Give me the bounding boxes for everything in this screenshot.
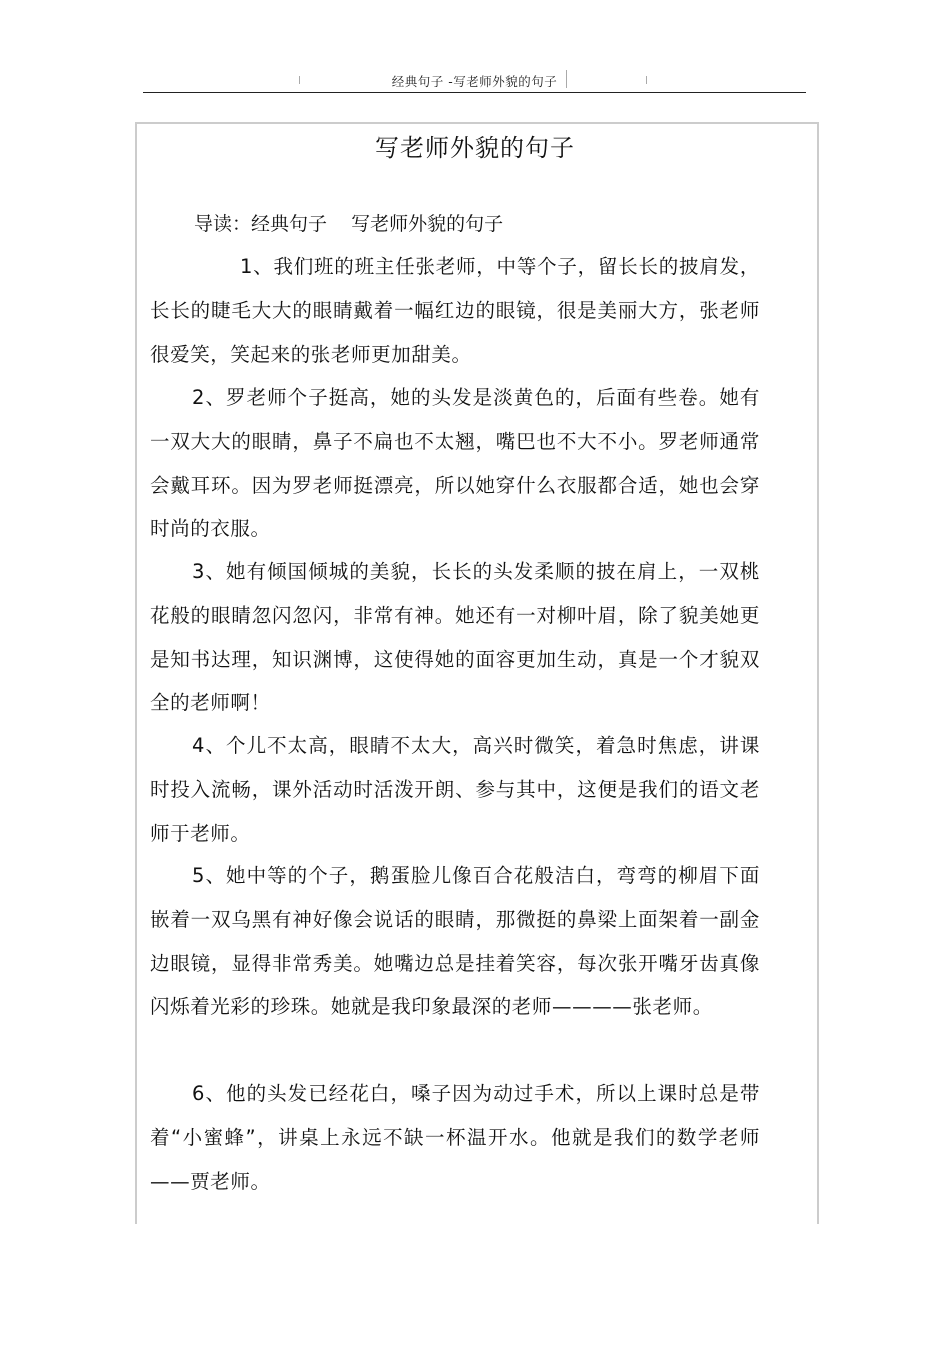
paragraph-1: 1、我们班的班主任张老师，中等个子，留长长的披肩发，长长的睫毛大大的眼睛戴着一幅红边的眼镜，很是美丽大方，张老师很爱笑，笑起来的张老师更加甜美。 [150, 255, 760, 366]
paragraph-6: 6、他的头发已经花白，嗓子因为动过手术，所以上课时总是带着“小蜜蜂”，讲桌上永远不缺一杯温开水。他就是我们的数学老师——贾老师。 [150, 1082, 760, 1193]
intro-line: 导读：经典句子 写老师外貌的句子 [194, 213, 504, 235]
paragraph-2: 2、罗老师个子挺高，她的头发是淡黄色的，后面有些卷。她有一双大大的眼睛，鼻子不扁也不太翘，嘴巴也不大不小。罗老师通常会戴耳环。因为罗老师挺漂亮，所以她穿什么衣服都合适，她也会穿时尚的衣服。 [150, 386, 760, 541]
paragraph-3: 3、她有倾国倾城的美貌，长长的头发柔顺的披在肩上，一双桃花般的眼睛忽闪忽闪，非常有神。她还有一对柳叶眉，除了貌美她更是知书达理，知识渊博，这使得她的面容更加生动，真是一个才貌双全的老师啊！ [150, 560, 760, 715]
paragraph-5: 5、她中等的个子，鹅蛋脸儿像百合花般洁白，弯弯的柳眉下面嵌着一双乌黑有神好像会说话的眼睛，那微挺的鼻梁上面架着一副金边眼镜，显得非常秀美。她嘴边总是挂着笑容，每次张开嘴牙齿真像闪烁着光彩的珍珠。她就是我印象最深的老师————张老师。 [150, 864, 760, 1019]
header-text: 经典句子 -写老师外貌的句子 [391, 74, 558, 89]
paragraph-4: 4、个儿不太高，眼睛不太大，高兴时微笑，着急时焦虑，讲课时投入流畅，课外活动时活泼开朗、参与其中，这便是我们的语文老师于老师。 [150, 734, 760, 845]
document-title: 写老师外貌的句子 [375, 134, 575, 162]
page-header [143, 60, 806, 93]
